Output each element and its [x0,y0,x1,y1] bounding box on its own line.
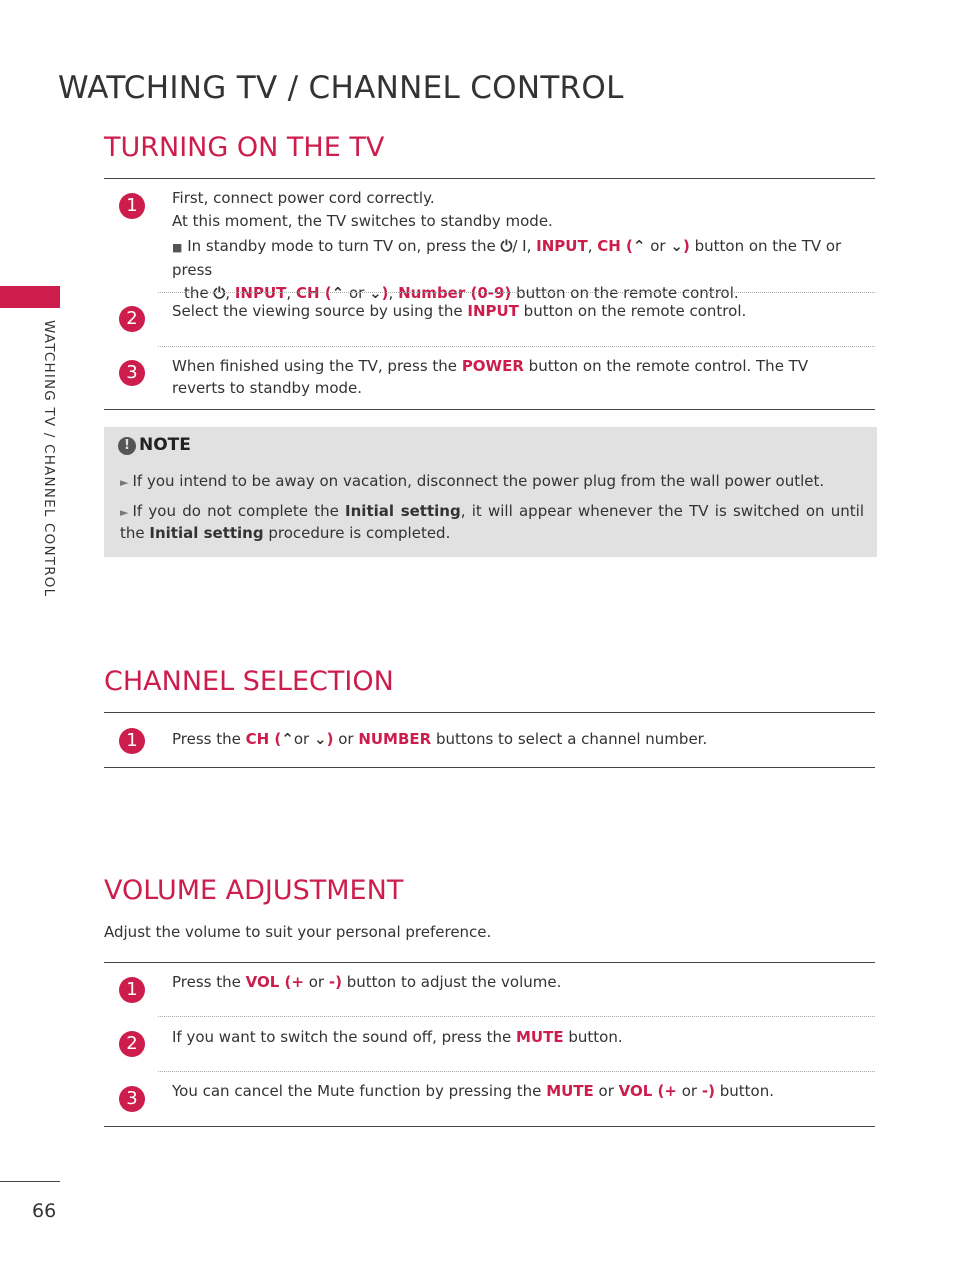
volume-step-1-text [172,971,862,994]
standby-instruction [172,235,862,282]
step-divider [158,1016,875,1017]
side-section-label: WATCHING TV / CHANNEL CONTROL [41,320,57,598]
exclamation-icon: ! [118,437,136,455]
input-key-label: INPUT [467,302,519,320]
section-title-turning-on: TURNING ON THE TV [104,132,385,163]
text: , [388,284,394,302]
vol-minus-label: -) [328,973,342,991]
section-rule [104,1126,875,1127]
step-divider [158,346,875,347]
step-3-text [172,355,862,399]
text: Select the viewing source by using the [172,302,468,320]
section-rule [104,178,875,179]
text: or [676,1082,702,1100]
step-text-line: First, connect power cord correctly. [172,189,435,207]
text: If you do not complete the [132,502,346,520]
chevron-up-icon: ⌃ [632,237,646,255]
text: button. [563,1028,623,1046]
text: the [184,284,214,302]
step-text-line: At this moment, the TV switches to standby mode. [172,212,553,230]
chevron-down-icon: ⌄ [314,730,327,748]
text: or [293,730,310,748]
section-rule [104,962,875,963]
step-number: 3 [119,360,145,386]
section-title-volume: VOLUME ADJUSTMENT [104,875,404,906]
text: button on the remote control. [516,284,739,302]
number-key-label: NUMBER [358,730,432,748]
volume-step-3-text [172,1080,862,1103]
step-number: 1 [119,193,145,219]
power-key-label: POWER [461,357,524,375]
text: or [650,237,666,255]
side-tab-marker [0,286,60,308]
text: button. [714,1082,774,1100]
text: , [286,284,292,302]
section-rule [104,409,875,410]
text: button on the TV or press [172,237,842,279]
page-title: WATCHING TV / CHANNEL CONTROL [58,70,624,106]
note-title: NOTE [139,435,191,455]
step-divider [158,292,875,293]
text: / I [512,237,527,255]
step-number: 3 [119,1086,145,1112]
vol-key-label: VOL (+ [618,1082,677,1100]
text: button on the remote control. [518,302,747,320]
text: , [526,237,532,255]
text: or [348,284,365,302]
volume-intro: Adjust the volume to suit your personal preference. [104,923,492,941]
text: If you intend to be away on vacation, disconnect the power plug from the wall power outlet. [132,472,825,490]
input-key-label: INPUT [536,237,588,255]
ch-key-close: ) [381,284,389,302]
page-number: 66 [32,1200,57,1222]
arrow-icon: ► [120,476,129,489]
text: or [303,973,329,991]
text: or [593,1082,619,1100]
text: When finished using the TV, press the [172,357,462,375]
text: , [587,237,593,255]
power-icon: ⏻ [500,237,513,255]
chevron-down-icon: ⌄ [670,237,683,255]
step-2-text [172,300,862,323]
step-divider [158,1071,875,1072]
text: , it will appear whenever the TV is switched on until the [120,502,864,542]
note-item [120,501,864,544]
chevron-down-icon: ⌄ [369,284,382,302]
power-icon: ⏻ [213,284,226,302]
vol-minus-label: -) [701,1082,715,1100]
chevron-up-icon: ⌃ [281,730,294,748]
ch-key-close: ) [326,730,334,748]
text: button on the remote control. The TV reverts to standby mode. [172,357,809,397]
section-title-channel: CHANNEL SELECTION [104,666,394,697]
step-number: 2 [119,1031,145,1057]
bullet: ■ [172,241,183,254]
ch-key-label: CH ( [597,237,633,255]
section-rule [104,712,875,713]
volume-step-2-text [172,1026,862,1049]
note-heading [118,435,191,455]
ch-key-label: CH ( [245,730,282,748]
page-number-rule [0,1181,60,1182]
text: You can cancel the Mute function by pressing the [172,1082,547,1100]
step-number: 1 [119,728,145,754]
step-number: 2 [119,306,145,332]
mute-key-label: MUTE [516,1028,564,1046]
arrow-icon: ► [120,506,129,519]
ch-key-label: CH ( [295,284,332,302]
text: If you want to switch the sound off, press the [172,1028,516,1046]
text: , [225,284,231,302]
vol-key-label: VOL (+ [245,973,304,991]
text: buttons to select a channel number. [431,730,708,748]
note-box [104,427,877,557]
ch-key-close: ) [682,237,690,255]
text: button to adjust the volume. [341,973,562,991]
step-1-text [172,187,862,305]
text: procedure is completed. [263,524,451,542]
initial-setting-term: Initial setting [345,502,461,520]
section-rule [104,767,875,768]
text: Press the [172,973,246,991]
number-key-label: Number (0-9) [398,284,512,302]
initial-setting-term: Initial setting [149,524,264,542]
channel-step-text [172,728,862,751]
text: or [333,730,359,748]
note-item [120,471,864,493]
mute-key-label: MUTE [546,1082,594,1100]
input-key-label: INPUT [234,284,287,302]
chevron-up-icon: ⌃ [331,284,345,302]
step-number: 1 [119,977,145,1003]
text: In standby mode to turn TV on, press the [187,237,501,255]
text: Press the [172,730,246,748]
